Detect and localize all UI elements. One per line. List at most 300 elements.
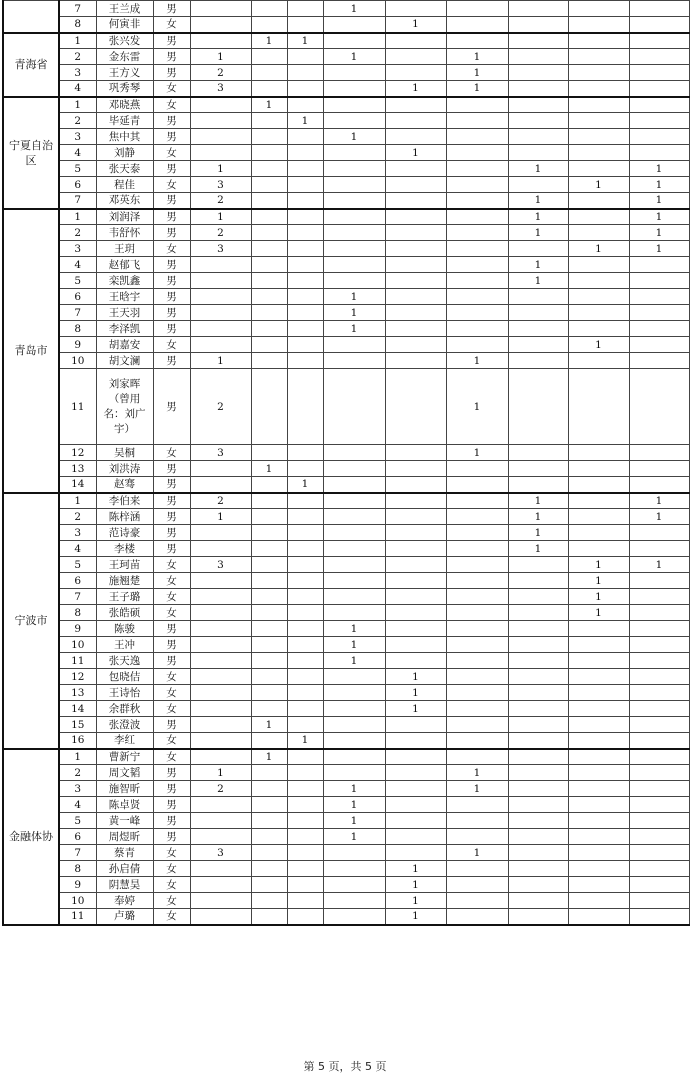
mark-cell — [287, 621, 323, 637]
mark-cell — [446, 129, 508, 145]
mark-cell — [568, 145, 629, 161]
mark-cell — [323, 477, 385, 493]
mark-cell — [446, 273, 508, 289]
mark-cell — [287, 257, 323, 273]
mark-cell: 1 — [446, 65, 508, 81]
mark-cell — [629, 685, 689, 701]
table-row — [3, 1, 689, 17]
mark-cell — [251, 477, 287, 493]
mark-cell — [190, 321, 251, 337]
mark-cell: 1 — [190, 509, 251, 525]
mark-cell — [287, 573, 323, 589]
mark-cell — [287, 605, 323, 621]
gender-cell: 男 — [153, 829, 190, 845]
table-row — [3, 861, 689, 877]
mark-cell — [323, 225, 385, 241]
row-number-cell: 7 — [59, 305, 96, 321]
name-cell: 黄一峰 — [96, 813, 153, 829]
mark-cell — [251, 273, 287, 289]
mark-cell — [251, 637, 287, 653]
mark-cell — [508, 353, 568, 369]
mark-cell — [385, 717, 446, 733]
mark-cell — [385, 813, 446, 829]
mark-cell — [323, 877, 385, 893]
mark-cell — [323, 541, 385, 557]
mark-cell — [287, 861, 323, 877]
table-row — [3, 669, 689, 685]
gender-cell: 女 — [153, 145, 190, 161]
name-cell: 奉婷 — [96, 893, 153, 909]
mark-cell — [287, 765, 323, 781]
mark-cell — [287, 701, 323, 717]
mark-cell — [568, 289, 629, 305]
mark-cell — [568, 369, 629, 445]
gender-cell: 女 — [153, 861, 190, 877]
mark-cell — [287, 177, 323, 193]
mark-cell — [190, 813, 251, 829]
mark-cell: 1 — [629, 161, 689, 177]
mark-cell: 1 — [568, 573, 629, 589]
gender-cell: 男 — [153, 353, 190, 369]
row-number-cell: 16 — [59, 733, 96, 749]
mark-cell — [251, 353, 287, 369]
mark-cell — [508, 337, 568, 353]
mark-cell: 3 — [190, 177, 251, 193]
mark-cell — [323, 573, 385, 589]
mark-cell — [508, 461, 568, 477]
mark-cell: 3 — [190, 241, 251, 257]
mark-cell — [385, 573, 446, 589]
name-cell: 王兰成 — [96, 1, 153, 17]
mark-cell — [251, 829, 287, 845]
gender-cell: 男 — [153, 369, 190, 445]
mark-cell — [446, 797, 508, 813]
mark-cell — [508, 49, 568, 65]
mark-cell — [629, 669, 689, 685]
gender-cell: 男 — [153, 209, 190, 225]
mark-cell: 1 — [629, 225, 689, 241]
mark-cell — [446, 225, 508, 241]
name-cell: 刘静 — [96, 145, 153, 161]
mark-cell — [385, 781, 446, 797]
mark-cell — [508, 637, 568, 653]
mark-cell — [323, 669, 385, 685]
mark-cell — [251, 209, 287, 225]
mark-cell — [629, 765, 689, 781]
table-row — [3, 461, 689, 477]
table-row — [3, 445, 689, 461]
gender-cell: 男 — [153, 525, 190, 541]
mark-cell: 1 — [323, 129, 385, 145]
name-cell: 李伯来 — [96, 493, 153, 509]
mark-cell: 1 — [568, 589, 629, 605]
row-number-cell: 12 — [59, 669, 96, 685]
mark-cell: 1 — [629, 209, 689, 225]
row-number-cell: 6 — [59, 573, 96, 589]
gender-cell: 男 — [153, 257, 190, 273]
mark-cell — [446, 829, 508, 845]
region-cell: 金融体协 — [3, 749, 59, 925]
mark-cell — [446, 669, 508, 685]
mark-cell: 1 — [446, 353, 508, 369]
mark-cell — [446, 461, 508, 477]
name-cell: 毕延青 — [96, 113, 153, 129]
table-row — [3, 193, 689, 209]
row-number-cell: 4 — [59, 541, 96, 557]
gender-cell: 男 — [153, 49, 190, 65]
mark-cell — [287, 669, 323, 685]
mark-cell — [629, 781, 689, 797]
mark-cell — [446, 813, 508, 829]
mark-cell: 2 — [190, 493, 251, 509]
mark-cell — [508, 749, 568, 765]
name-cell: 吴桐 — [96, 445, 153, 461]
mark-cell — [508, 289, 568, 305]
name-cell: 胡嘉安 — [96, 337, 153, 353]
mark-cell — [508, 321, 568, 337]
mark-cell — [251, 877, 287, 893]
mark-cell: 1 — [508, 525, 568, 541]
mark-cell — [287, 17, 323, 33]
table-row — [3, 573, 689, 589]
mark-cell — [287, 893, 323, 909]
mark-cell — [629, 145, 689, 161]
mark-cell: 2 — [190, 369, 251, 445]
mark-cell — [190, 525, 251, 541]
mark-cell — [323, 161, 385, 177]
mark-cell — [385, 445, 446, 461]
mark-cell — [287, 193, 323, 209]
mark-cell — [190, 621, 251, 637]
mark-cell — [287, 225, 323, 241]
mark-cell: 1 — [568, 177, 629, 193]
mark-cell — [508, 1, 568, 17]
mark-cell — [251, 49, 287, 65]
mark-cell — [190, 541, 251, 557]
mark-cell — [190, 337, 251, 353]
mark-cell — [446, 877, 508, 893]
mark-cell — [251, 81, 287, 97]
mark-cell — [287, 321, 323, 337]
mark-cell — [251, 701, 287, 717]
mark-cell — [446, 589, 508, 605]
mark-cell — [568, 129, 629, 145]
name-cell: 邓晓燕 — [96, 97, 153, 113]
mark-cell — [508, 909, 568, 925]
mark-cell — [190, 1, 251, 17]
mark-cell — [508, 685, 568, 701]
mark-cell — [190, 749, 251, 765]
mark-cell — [568, 861, 629, 877]
mark-cell — [287, 813, 323, 829]
mark-cell — [323, 525, 385, 541]
table-row — [3, 765, 689, 781]
gender-cell: 男 — [153, 129, 190, 145]
mark-cell — [190, 33, 251, 49]
mark-cell — [323, 445, 385, 461]
table-row — [3, 81, 689, 97]
name-cell: 王玥 — [96, 241, 153, 257]
mark-cell — [629, 829, 689, 845]
row-number-cell: 13 — [59, 461, 96, 477]
mark-cell: 1 — [508, 541, 568, 557]
mark-cell — [190, 257, 251, 273]
mark-cell — [287, 289, 323, 305]
mark-cell — [190, 97, 251, 113]
mark-cell — [323, 509, 385, 525]
name-cell: 韦舒怀 — [96, 225, 153, 241]
mark-cell: 3 — [190, 81, 251, 97]
mark-cell — [568, 621, 629, 637]
mark-cell — [568, 493, 629, 509]
gender-cell: 男 — [153, 717, 190, 733]
mark-cell — [323, 337, 385, 353]
mark-cell — [385, 289, 446, 305]
mark-cell — [508, 573, 568, 589]
name-cell: 施翘楚 — [96, 573, 153, 589]
mark-cell — [385, 733, 446, 749]
mark-cell — [385, 605, 446, 621]
name-cell: 刘洪涛 — [96, 461, 153, 477]
mark-cell — [568, 797, 629, 813]
table-row — [3, 749, 689, 765]
mark-cell — [568, 97, 629, 113]
table-row — [3, 845, 689, 861]
mark-cell — [287, 493, 323, 509]
mark-cell — [508, 621, 568, 637]
mark-cell — [446, 909, 508, 925]
table-row — [3, 477, 689, 493]
mark-cell — [323, 493, 385, 509]
gender-cell: 女 — [153, 97, 190, 113]
mark-cell: 1 — [190, 49, 251, 65]
mark-cell — [251, 525, 287, 541]
mark-cell: 3 — [190, 845, 251, 861]
name-cell: 栾凯鑫 — [96, 273, 153, 289]
mark-cell — [251, 17, 287, 33]
mark-cell — [190, 273, 251, 289]
name-cell: 刘家晖（曾用名：刘广宇） — [96, 369, 153, 445]
mark-cell — [251, 369, 287, 445]
mark-cell — [446, 477, 508, 493]
mark-cell: 1 — [323, 797, 385, 813]
mark-cell — [508, 669, 568, 685]
mark-cell — [251, 257, 287, 273]
mark-cell: 1 — [323, 321, 385, 337]
gender-cell: 男 — [153, 65, 190, 81]
table-row — [3, 65, 689, 81]
row-number-cell: 8 — [59, 17, 96, 33]
mark-cell — [190, 653, 251, 669]
mark-cell: 1 — [446, 369, 508, 445]
name-cell: 赵郁飞 — [96, 257, 153, 273]
mark-cell — [508, 653, 568, 669]
table-row — [3, 241, 689, 257]
mark-cell — [385, 257, 446, 273]
mark-cell — [629, 81, 689, 97]
mark-cell: 1 — [508, 273, 568, 289]
mark-cell — [629, 477, 689, 493]
row-number-cell: 10 — [59, 353, 96, 369]
mark-cell — [508, 65, 568, 81]
mark-cell — [629, 49, 689, 65]
mark-cell — [508, 241, 568, 257]
table-row — [3, 49, 689, 65]
mark-cell — [287, 161, 323, 177]
mark-cell — [629, 129, 689, 145]
mark-cell — [385, 33, 446, 49]
row-number-cell: 10 — [59, 893, 96, 909]
mark-cell: 1 — [323, 1, 385, 17]
table-row — [3, 557, 689, 573]
table-row — [3, 589, 689, 605]
name-cell: 周煜昕 — [96, 829, 153, 845]
mark-cell — [323, 241, 385, 257]
table-row — [3, 797, 689, 813]
mark-cell — [323, 369, 385, 445]
name-cell: 王方义 — [96, 65, 153, 81]
mark-cell — [251, 321, 287, 337]
table-row — [3, 829, 689, 845]
mark-cell — [251, 589, 287, 605]
mark-cell — [568, 113, 629, 129]
mark-cell — [251, 733, 287, 749]
mark-cell — [323, 273, 385, 289]
row-number-cell: 6 — [59, 177, 96, 193]
mark-cell — [190, 717, 251, 733]
gender-cell: 女 — [153, 445, 190, 461]
mark-cell — [629, 17, 689, 33]
name-cell: 王冲 — [96, 637, 153, 653]
mark-cell — [446, 749, 508, 765]
table-row — [3, 257, 689, 273]
table-row — [3, 781, 689, 797]
gender-cell: 男 — [153, 493, 190, 509]
table-row — [3, 273, 689, 289]
mark-cell — [287, 369, 323, 445]
mark-cell — [508, 129, 568, 145]
mark-cell — [629, 909, 689, 925]
mark-cell — [287, 461, 323, 477]
mark-cell — [629, 337, 689, 353]
mark-cell — [568, 257, 629, 273]
mark-cell — [385, 225, 446, 241]
mark-cell — [287, 653, 323, 669]
mark-cell — [190, 573, 251, 589]
mark-cell — [385, 97, 446, 113]
mark-cell — [508, 305, 568, 321]
gender-cell: 男 — [153, 321, 190, 337]
gender-cell: 男 — [153, 161, 190, 177]
mark-cell: 1 — [508, 225, 568, 241]
mark-cell — [446, 685, 508, 701]
mark-cell — [629, 257, 689, 273]
gender-cell: 男 — [153, 193, 190, 209]
mark-cell: 1 — [385, 685, 446, 701]
mark-cell — [568, 161, 629, 177]
mark-cell — [251, 193, 287, 209]
mark-cell: 1 — [568, 337, 629, 353]
row-number-cell: 4 — [59, 797, 96, 813]
mark-cell — [568, 653, 629, 669]
name-cell: 余群秋 — [96, 701, 153, 717]
mark-cell — [508, 145, 568, 161]
mark-cell — [251, 1, 287, 17]
mark-cell — [190, 861, 251, 877]
mark-cell — [385, 797, 446, 813]
mark-cell — [446, 177, 508, 193]
mark-cell — [190, 797, 251, 813]
mark-cell — [446, 557, 508, 573]
row-number-cell: 1 — [59, 209, 96, 225]
mark-cell — [446, 509, 508, 525]
mark-cell — [568, 877, 629, 893]
mark-cell: 1 — [251, 97, 287, 113]
gender-cell: 男 — [153, 621, 190, 637]
table-row — [3, 525, 689, 541]
name-cell: 曹新宁 — [96, 749, 153, 765]
name-cell: 张兴发 — [96, 33, 153, 49]
row-number-cell: 5 — [59, 557, 96, 573]
mark-cell: 1 — [508, 193, 568, 209]
mark-cell — [568, 461, 629, 477]
mark-cell — [251, 765, 287, 781]
mark-cell: 1 — [385, 145, 446, 161]
mark-cell: 1 — [446, 49, 508, 65]
mark-cell — [323, 557, 385, 573]
mark-cell: 1 — [323, 289, 385, 305]
mark-cell — [287, 557, 323, 573]
mark-cell — [629, 797, 689, 813]
table-row — [3, 909, 689, 925]
gender-cell: 女 — [153, 573, 190, 589]
mark-cell: 1 — [385, 17, 446, 33]
mark-cell — [385, 161, 446, 177]
mark-cell — [190, 113, 251, 129]
mark-cell — [287, 241, 323, 257]
mark-cell — [629, 525, 689, 541]
gender-cell: 女 — [153, 877, 190, 893]
row-number-cell: 7 — [59, 1, 96, 17]
gender-cell: 女 — [153, 893, 190, 909]
mark-cell: 1 — [385, 909, 446, 925]
mark-cell — [323, 17, 385, 33]
mark-cell — [508, 605, 568, 621]
row-number-cell: 14 — [59, 477, 96, 493]
name-cell: 王子璐 — [96, 589, 153, 605]
mark-cell: 1 — [323, 305, 385, 321]
mark-cell: 1 — [323, 653, 385, 669]
mark-cell — [508, 445, 568, 461]
mark-cell — [251, 289, 287, 305]
gender-cell: 女 — [153, 669, 190, 685]
mark-cell — [190, 637, 251, 653]
mark-cell — [629, 637, 689, 653]
mark-cell — [251, 445, 287, 461]
mark-cell — [287, 1, 323, 17]
row-number-cell: 1 — [59, 33, 96, 49]
region-cell: 青岛市 — [3, 209, 59, 493]
mark-cell — [508, 765, 568, 781]
mark-cell: 2 — [190, 225, 251, 241]
row-number-cell: 9 — [59, 877, 96, 893]
mark-cell — [508, 97, 568, 113]
mark-cell: 1 — [251, 461, 287, 477]
page-footer: 第 5 页，共 5 页 — [303, 1060, 387, 1073]
gender-cell: 男 — [153, 1, 190, 17]
gender-cell: 女 — [153, 749, 190, 765]
table-row — [3, 225, 689, 241]
